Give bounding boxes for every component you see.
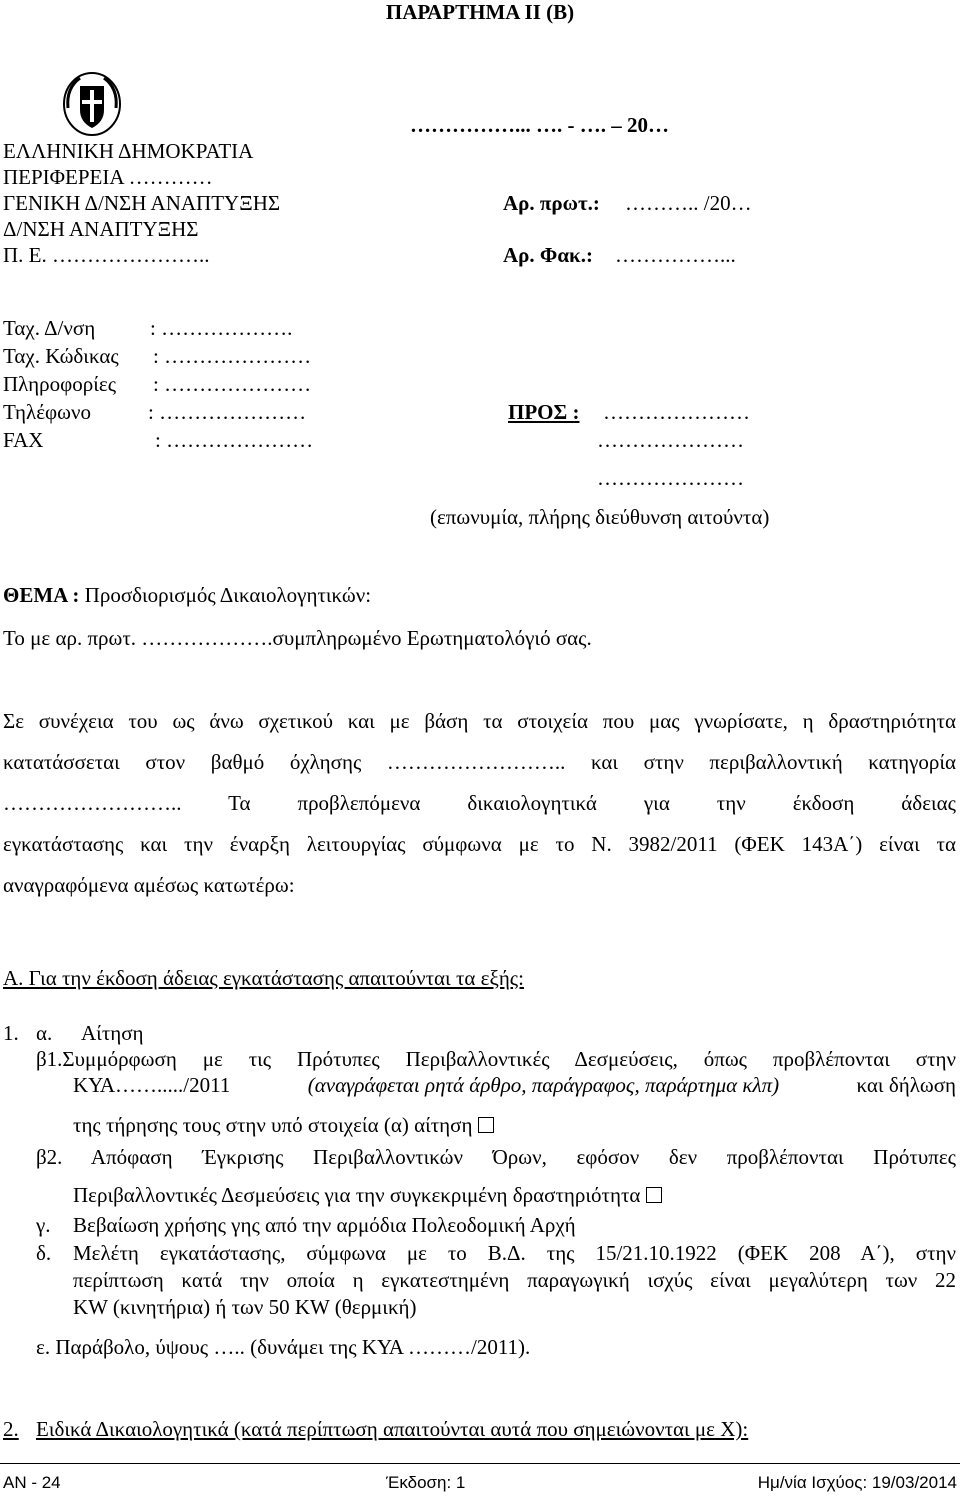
paragraph-line-3: …………………….. Τα προβλεπόμενα δικαιολογητικά για την έκδοση άδειας [3, 791, 956, 815]
item-a-label: α. [36, 1021, 53, 1045]
b1-checkbox[interactable] [478, 1117, 494, 1133]
item-b1-line-1: β1.Συμμόρφωση με τις Πρότυπες Περιβαλλοντικές Δεσμεύσεις, όπως προβλέπονται στην [36, 1047, 956, 1071]
contact-value-info: : ………………… [153, 372, 312, 396]
paragraph-line-5: αναγραφόμενα αμέσως κατωτέρω: [3, 873, 295, 897]
sender-line-4: Δ/ΝΣΗ ΑΝΑΠΤΥΞΗΣ [3, 217, 199, 241]
item-2-number: 2. [3, 1417, 19, 1441]
contact-label-address: Ταχ. Δ/νση [3, 316, 96, 340]
item-d-label: δ. [36, 1241, 52, 1265]
sender-line-1: ΕΛΛΗΝΙΚΗ ΔΗΜΟΚΡΑΤΙΑ [3, 139, 254, 163]
item-e: ε. Παράβολο, ύψους ….. (δυνάμει της ΚΥΑ ………/2011). [36, 1335, 531, 1359]
section-a-heading: Α. Για την έκδοση άδειας εγκατάστασης απαιτούνται τα εξής: [3, 966, 524, 990]
recipient-line-2: ………………… [597, 428, 744, 452]
contact-value-fax: : ………………… [155, 428, 314, 452]
item-b1-kya: ΚΥΑ……...../2011 [73, 1073, 231, 1097]
file-value: ……………... [615, 243, 736, 267]
contact-value-phone: : ………………… [148, 400, 307, 424]
item-2-heading: Ειδικά Δικαιολογητικά (κατά περίπτωση απαιτούνται αυτά που σημειώνονται με Χ): [36, 1417, 749, 1441]
footer-right: Ημ/νία Ισχύος: 19/03/2014 [757, 1473, 957, 1492]
contact-label-fax: FAX [3, 428, 44, 452]
contact-label-info: Πληροφορίες [3, 372, 117, 396]
footer-divider [0, 1463, 960, 1464]
paragraph-line-1: Σε συνέχεια του ως άνω σχετικού και με βάση τα στοιχεία που μας γνωρίσατε, η δραστηριότητα [3, 709, 956, 733]
annex-title: ΠΑΡΑΡΤΗΜΑ ΙΙ (Β) [385, 0, 575, 24]
protocol-label: Αρ. πρωτ.: [503, 191, 600, 215]
item-b1-declaration: και δήλωση [856, 1073, 956, 1097]
recipient-note: (επωνυμία, πλήρης διεύθυνση αιτούντα) [430, 505, 770, 529]
contact-value-address: : ………………. [150, 316, 293, 340]
item-g-label: γ. [36, 1213, 51, 1237]
item-b1-note: (αναγράφεται ρητά άρθρο, παράγραφος, παράρτημα κλπ) [307, 1073, 780, 1097]
recipient-line-3: ………………… [597, 466, 744, 490]
item-d-line-2: περίπτωση κατά την οποία η εγκατεστημένη παραγωγική ισχύς είναι μεγαλύτερη των 22 [73, 1268, 956, 1292]
item-b2-line-2 [73, 1183, 662, 1207]
item-b2-line-1: β2. Απόφαση Έγκρισης Περιβαλλοντικών Όρων, εφόσον δεν προβλέπονται Πρότυπες [36, 1145, 956, 1169]
subject [3, 583, 371, 607]
item-g-text: Βεβαίωση χρήσης γης από την αρμόδια Πολεοδομική Αρχή [73, 1213, 576, 1237]
sender-line-3: ΓΕΝΙΚΗ Δ/ΝΣΗ ΑΝΑΠΤΥΞΗΣ [3, 191, 281, 215]
protocol-value: ……….. /20… [625, 191, 752, 215]
footer-left: ΑΝ - 24 [3, 1473, 61, 1492]
paragraph-line-4: εγκατάστασης και την έναρξη λειτουργίας σύμφωνα με το Ν. 3982/2011 (ΦΕΚ 143Α΄) είναι τα [3, 832, 956, 856]
b2-checkbox[interactable] [646, 1187, 662, 1203]
greek-coat-of-arms-icon [60, 68, 124, 138]
item-b1-line-3 [73, 1113, 494, 1137]
intro-line: Το με αρ. πρωτ. ……………….συμπληρωμένο Ερωτηματολόγιό σας. [3, 626, 592, 650]
item-d-line-1: Μελέτη εγκατάστασης, σύμφωνα με το Β.Δ. της 15/21.10.1922 (ΦΕΚ 208 Α΄), στην [73, 1241, 956, 1265]
footer-center: Έκδοση: 1 [386, 1473, 466, 1492]
contact-value-postcode: : ………………… [153, 344, 312, 368]
item-d-line-3: KW (κινητήρια) ή των 50 KW (θερμική) [73, 1295, 417, 1319]
subject-label: ΘΕΜΑ : [3, 583, 80, 607]
item-b2-line-2-text: Περιβαλλοντικές Δεσμεύσεις για την συγκεκριμένη δραστηριότητα [73, 1183, 641, 1207]
document-date: ……………... …. - …. – 20… [410, 113, 669, 137]
item-a-text: Αίτηση [81, 1021, 144, 1045]
file-label: Αρ. Φακ.: [503, 243, 593, 267]
recipient-line-1: ………………… [603, 400, 750, 424]
contact-label-phone: Τηλέφωνο [3, 400, 91, 424]
recipient-label: ΠΡΟΣ : [508, 400, 580, 424]
sender-line-5: Π. Ε. ………………….. [3, 243, 210, 267]
subject-text: Προσδιορισμός Δικαιολογητικών: [84, 583, 372, 607]
paragraph-line-2: κατατάσσεται στον βαθμό όχλησης …………………….. και στην περιβαλλοντική κατηγορία [3, 750, 956, 774]
contact-label-postcode: Ταχ. Κώδικας [3, 344, 119, 368]
item-b1-line-2 [73, 1073, 956, 1097]
item-b1-line-3-text: της τήρησης τους στην υπό στοιχεία (α) αίτηση [73, 1113, 473, 1137]
sender-line-2: ΠΕΡΙΦΕΡΕΙΑ ………… [3, 165, 213, 189]
item-1-number: 1. [3, 1021, 19, 1045]
